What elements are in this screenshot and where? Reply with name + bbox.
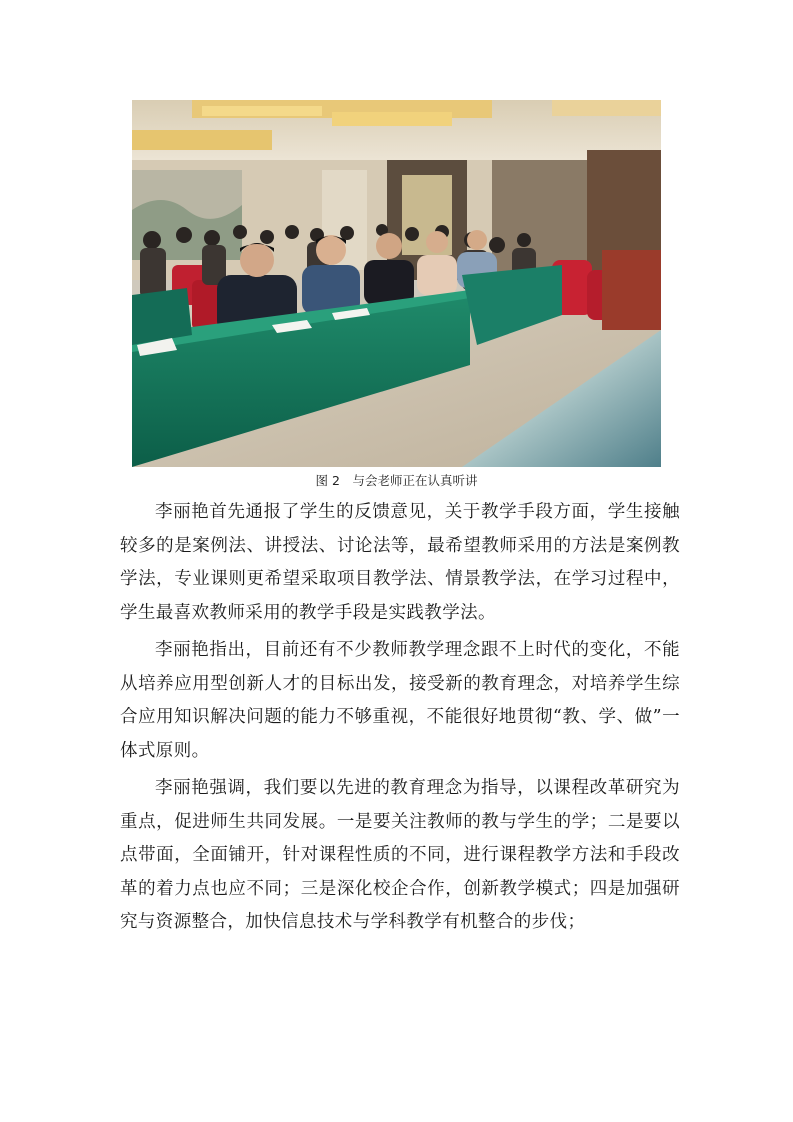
paragraph-emphasis: 李丽艳强调，我们要以先进的教育理念为指导，以课程改革研究为重点，促进师生共同发展。一是要关注教师的教与学生的学；二是要以点带面，全面铺开，针对课程性质的不同，进行课程教学方法和手段改革的着力点也应不同；三是深化校企合作，创新教学模式；四是加强研究与资源整合，加快信息技术与学科教学有机整合的步伐；: [120, 778, 680, 932]
meeting-photo-illustration: [132, 100, 661, 467]
figure-caption: 图 2 与会老师正在认真听讲: [315, 473, 478, 488]
article-body: [120, 496, 680, 944]
meeting-photo: [132, 100, 661, 467]
paragraph-concepts: 李丽艳指出，目前还有不少教师教学理念跟不上时代的变化，不能从培养应用型创新人才的目标出发，接受新的教育理念，对培养学生综合应用知识解决问题的能力不够重视，不能很好地贯彻“教、学、做”一体式原则。: [120, 640, 680, 761]
paragraph-feedback: 李丽艳首先通报了学生的反馈意见，关于教学手段方面，学生接触较多的是案例法、讲授法、讨论法等，最希望教师采用的方法是案例教学法，专业课则更希望采取项目教学法、情景教学法，在学习过程中，学生最喜欢教师采用的教学手段是实践教学法。: [120, 502, 680, 623]
